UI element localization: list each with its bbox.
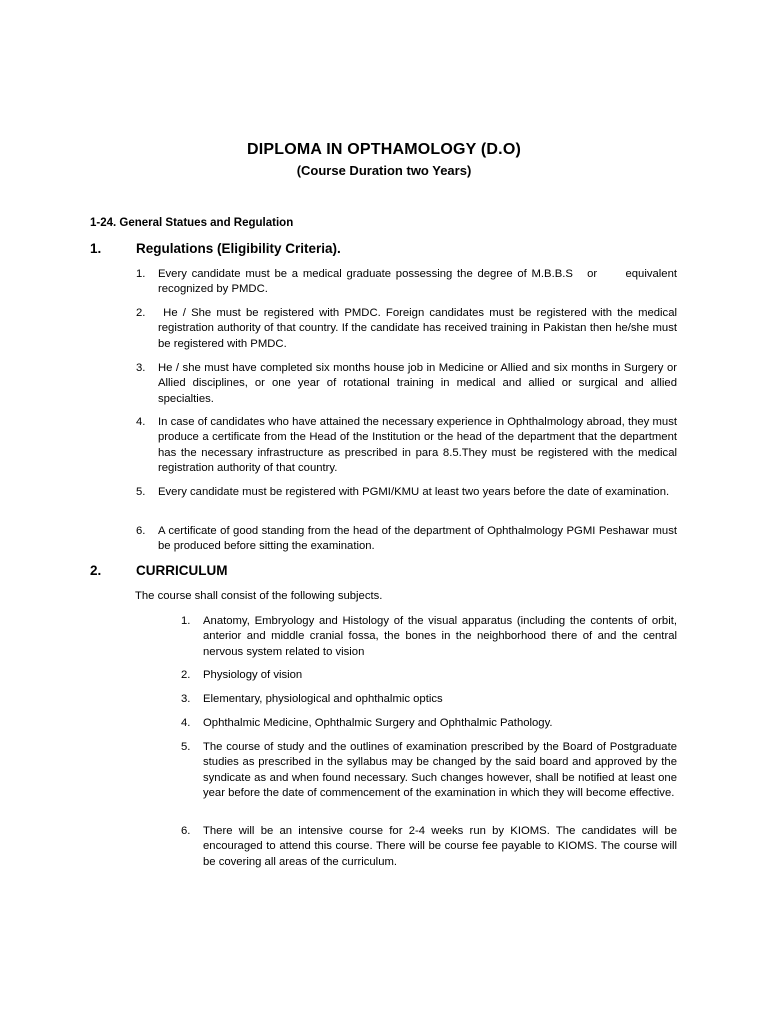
list-item bbox=[181, 824, 677, 870]
list-item-number: 6. bbox=[136, 525, 146, 537]
document-subtitle: (Course Duration two Years) bbox=[296, 163, 472, 178]
general-heading: 1-24. General Statues and Regulation bbox=[90, 217, 294, 229]
list-item bbox=[136, 485, 677, 500]
section-title: CURRICULUM bbox=[136, 563, 228, 578]
list-item bbox=[136, 267, 681, 298]
list-item-number: 1. bbox=[181, 615, 191, 627]
list-item-number: 6. bbox=[181, 825, 191, 837]
list-item-number: 1. bbox=[136, 268, 146, 280]
list-item-text: Physiology of vision bbox=[203, 669, 303, 681]
list-item-number: 5. bbox=[136, 486, 146, 498]
list-item bbox=[136, 524, 677, 555]
section-title: Regulations (Eligibility Criteria). bbox=[136, 241, 341, 256]
section-heading-curriculum bbox=[90, 563, 228, 578]
list-item bbox=[136, 415, 677, 476]
list-item bbox=[136, 306, 681, 352]
section-heading-regulations bbox=[90, 241, 341, 256]
document-title: DIPLOMA IN OPTHAMOLOGY (D.O) bbox=[246, 141, 522, 158]
list-item-number: 4. bbox=[181, 717, 191, 729]
list-item-text: Elementary, physiological and ophthalmic optics bbox=[203, 693, 443, 705]
list-item-text: Anatomy, Embryology and Histology of the visual apparatus (including the contents of orbit, anterior and middle cranial fossa, the bones in the neighborhood there of and the central nervous system related to vision bbox=[203, 615, 677, 658]
list-item bbox=[181, 740, 677, 801]
list-item bbox=[181, 614, 677, 660]
list-item-number: 2. bbox=[136, 307, 146, 319]
list-item-number: 4. bbox=[136, 416, 146, 428]
list-item-text: He / she must have completed six months house job in Medicine or Allied and six months in Surgery or Allied disciplines, or one year of rotational training in medical and allied or surgical and allied specialties. bbox=[158, 362, 677, 405]
list-item-text: He / She must be registered with PMDC. Foreign candidates must be registered with the medical registration authority of that country. If the candidate has received training in Pakistan then he/she must be registered with PMDC. bbox=[158, 307, 681, 350]
list-item-text: Every candidate must be a medical graduate possessing the degree of M.B.B.S or equivalent recognized by PMDC. bbox=[158, 268, 681, 296]
list-item-text: In case of candidates who have attained the necessary experience in Ophthalmology abroad, they must produce a certificate from the Head of the Institution or the head of the department that the department has the necessary infrastructure as prescribed in para 8.5.They must be registered with the medical registration authority of that country. bbox=[158, 416, 677, 474]
section-number: 2. bbox=[90, 563, 102, 578]
list-item-text: Every candidate must be registered with PGMI/KMU at least two years before the date of examination. bbox=[158, 486, 670, 498]
list-item-number: 3. bbox=[181, 693, 191, 705]
list-item bbox=[136, 361, 677, 407]
list-item bbox=[181, 668, 677, 683]
list-item bbox=[181, 716, 677, 731]
list-item-number: 2. bbox=[181, 669, 191, 681]
list-item-number: 5. bbox=[181, 741, 191, 753]
list-item-text: Ophthalmic Medicine, Ophthalmic Surgery and Ophthalmic Pathology. bbox=[203, 717, 553, 729]
list-item-text: A certificate of good standing from the head of the department of Ophthalmology PGMI Peshawar must be produced before sitting the examination. bbox=[158, 525, 677, 553]
section-number: 1. bbox=[90, 241, 102, 256]
list-item bbox=[181, 692, 677, 707]
curriculum-intro: The course shall consist of the following subjects. bbox=[135, 590, 383, 602]
list-item-text: The course of study and the outlines of examination prescribed by the Board of Postgraduate studies as prescribed in the syllabus may be changed by the said board and approved by the syndicate as and when found necessary. Such changes however, shall be notified at least one year before the date of commencement of the examination in which they will become effective. bbox=[203, 741, 677, 799]
list-item-number: 3. bbox=[136, 362, 146, 374]
list-item-text: There will be an intensive course for 2-4 weeks run by KIOMS. The candidates will be encouraged to attend this course. There will be course fee payable to KIOMS. The course will be covering all areas of the curriculum. bbox=[203, 825, 677, 868]
